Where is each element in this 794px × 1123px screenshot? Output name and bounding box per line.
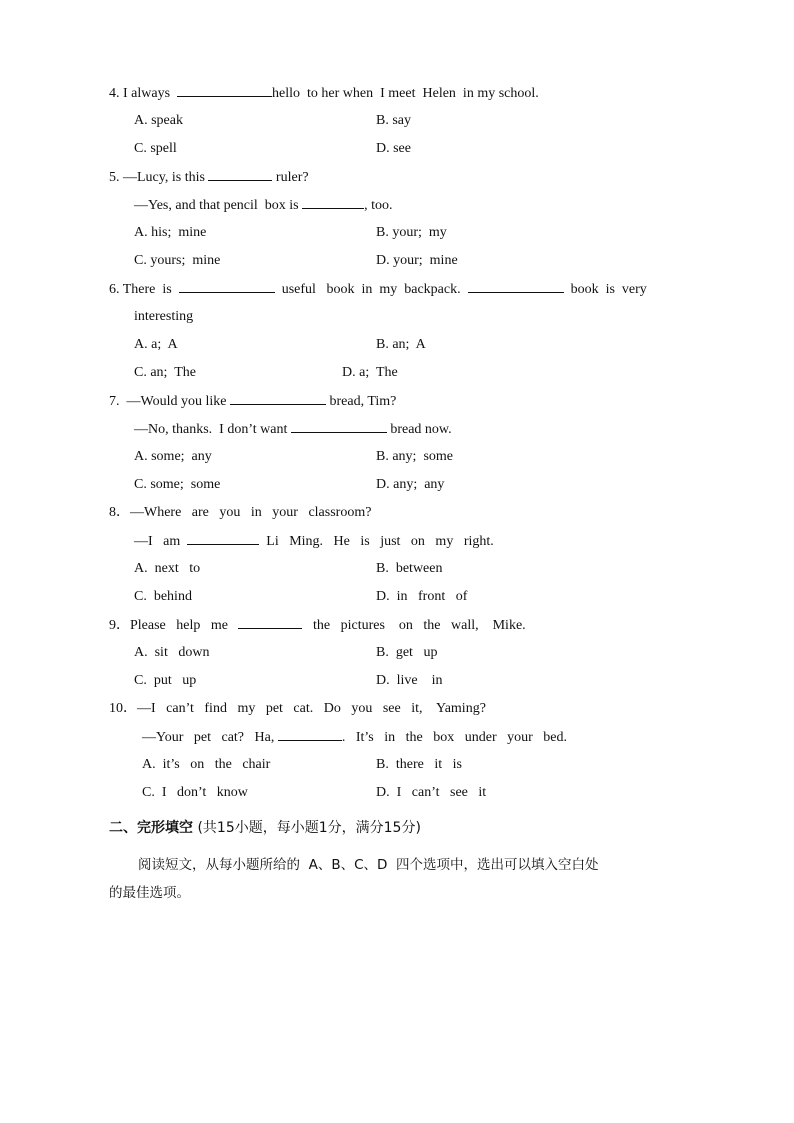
answer-blank [177, 84, 272, 97]
question-text: , too. [364, 198, 393, 213]
answer-blank [238, 616, 302, 629]
option-b: B. your; my [376, 225, 447, 240]
answer-blank [278, 728, 342, 741]
option-b: B. any; some [376, 449, 453, 464]
answer-blank [208, 168, 272, 181]
question-number: 5. [109, 170, 120, 185]
question-9 [109, 616, 526, 635]
option-c: C. some; some [134, 477, 221, 492]
section-note: (共15小题，每小题1分，满分15分) [197, 820, 421, 836]
question-10 [109, 700, 486, 718]
option-d: D. your; mine [376, 253, 458, 268]
option-d: D. see [376, 141, 411, 156]
option-c: C. yours; mine [134, 253, 221, 268]
answer-blank [291, 420, 387, 433]
question-text: useful book in my backpack. [281, 282, 461, 297]
question-text: —No, thanks. I don’t want [134, 422, 288, 437]
question-text: Li Ming. He is just on my right. [266, 534, 494, 549]
option-a: A. next to [134, 561, 201, 576]
question-text: —Yes, and that pencil box is [134, 198, 299, 213]
option-a: A. it’s on the chair [142, 757, 271, 772]
question-text: —I can’t find my pet cat. Do you see it, Yaming? [137, 701, 486, 716]
option-b: B. get up [376, 645, 438, 660]
question-text: —Your pet cat? Ha, [142, 730, 275, 745]
option-b: B. there it is [376, 757, 462, 772]
option-a: A. sit down [134, 645, 210, 660]
question-6-continued: interesting [134, 309, 194, 324]
question-text: There is [122, 282, 172, 297]
section-2-instruction: 阅读短文，从每小题所给的 A、B、C、D 四个选项中，选出可以填入空白处 [138, 857, 599, 873]
question-8 [109, 504, 371, 522]
option-d: D. a; The [342, 365, 398, 380]
answer-blank [468, 280, 564, 293]
question-number: 10． [109, 701, 137, 716]
option-d: D. any; any [376, 477, 445, 492]
question-text: —Lucy, is this [123, 170, 205, 185]
answer-blank [187, 532, 259, 545]
question-text: book is very [570, 282, 647, 297]
question-10-reply [142, 728, 567, 747]
question-5 [109, 168, 309, 187]
option-a: A. speak [134, 113, 183, 128]
question-text: hello to her when I meet Helen in my school. [272, 86, 539, 101]
section-2-heading [109, 819, 421, 837]
question-text: the pictures on the wall, Mike. [312, 618, 526, 633]
question-text: I always [123, 86, 171, 101]
question-text: bread now. [390, 422, 452, 437]
option-a: A. his; mine [134, 225, 207, 240]
section-2-instruction-continued: 的最佳选项。 [109, 885, 190, 901]
option-c: C. an; The [134, 365, 196, 380]
question-text: bread, Tim? [329, 394, 397, 409]
question-5-reply [134, 196, 393, 215]
option-a: A. some; any [134, 449, 212, 464]
question-6 [109, 280, 647, 299]
question-number: 4. [109, 86, 120, 101]
question-text: —Where are you in your classroom? [130, 505, 372, 520]
option-d: D. live in [376, 673, 443, 688]
question-text: Please help me [130, 618, 228, 633]
option-a: A. a; A [134, 337, 178, 352]
option-b: B. say [376, 113, 411, 128]
question-text: . It’s in the box under your bed. [341, 730, 567, 745]
section-title: 二、完形填空 [109, 820, 193, 836]
question-number: 6. [109, 282, 120, 297]
question-text: —Would you like [126, 394, 227, 409]
question-7 [109, 392, 396, 411]
answer-blank [179, 280, 275, 293]
option-c: C. behind [134, 589, 192, 604]
option-b: B. an; A [376, 337, 426, 352]
answer-blank [302, 196, 364, 209]
option-d: D. in front of [376, 589, 468, 604]
question-7-reply [134, 420, 452, 439]
question-8-reply [134, 532, 494, 551]
question-number: 7. [109, 394, 120, 409]
question-number: 9． [109, 618, 130, 633]
option-d: D. I can’t see it [376, 785, 487, 800]
option-c: C. spell [134, 141, 177, 156]
option-c: C. I don’t know [142, 785, 248, 800]
question-number: 8． [109, 505, 130, 520]
option-b: B. between [376, 561, 443, 576]
question-4 [109, 84, 539, 103]
question-text: —I am [134, 534, 181, 549]
option-c: C. put up [134, 673, 197, 688]
answer-blank [230, 392, 326, 405]
question-text: ruler? [275, 170, 309, 185]
